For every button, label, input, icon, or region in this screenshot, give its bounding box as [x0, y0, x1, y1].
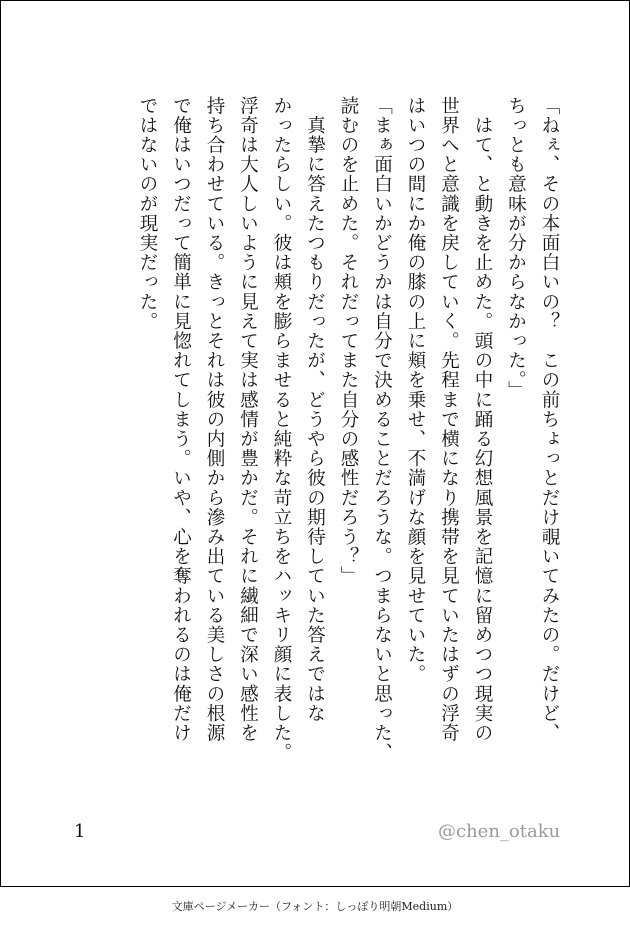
- page-number: 1: [74, 821, 86, 842]
- text-line: ちっとも意味が分からなかった。」: [505, 96, 527, 401]
- text-line: はいつの間にか俺の膝の上に頬を乗せ、不満げな顔を見せていた。: [405, 96, 426, 684]
- text-line: 真摯に答えたつもりだったが、どうやら彼の期待していた答えではな: [304, 96, 326, 724]
- text-line: はて、と動きを止めた。頭の中に踊る幻想風景を記憶に留めつつ現実の: [472, 96, 493, 743]
- text-line: 浮奇は大人しいように見えて実は感情が豊かだ。それに繊細で深い感性を: [237, 96, 259, 743]
- text-line: 「ねぇ、その本面白いの？ この前ちょっとだけ覗いてみたの。だけど、: [539, 96, 560, 743]
- text-line: 「まぁ面白いかどうかは自分で決めることだろうな。つまらないと思った、: [371, 96, 393, 763]
- vertical-text-body: [46, 96, 566, 791]
- text-line: 読むのを止めた。それだってまた自分の感性だろう？」: [338, 96, 359, 586]
- footer-credit: 文庫ページメーカー（フォント：しっぽり明朝Medium）: [171, 900, 459, 913]
- text-line: で俺はいつだって簡単に見惚れてしまう。いや、心を奪われるのは俺だけ: [170, 96, 192, 743]
- text-line: ではないのが現実だった。: [137, 96, 158, 332]
- text-line: かったらしい。彼は頬を膨らませると純粋な苛立ちをハッキリ顔に表した。: [271, 96, 292, 763]
- text-line: 世界へと意識を戻していく。先程まで横になり携帯を見ていたはずの浮奇: [438, 96, 460, 743]
- author-handle: @chen_otaku: [438, 821, 561, 842]
- text-line: 持ち合わせている。きっとそれは彼の内側から滲み出ている美しさの根源: [204, 96, 225, 743]
